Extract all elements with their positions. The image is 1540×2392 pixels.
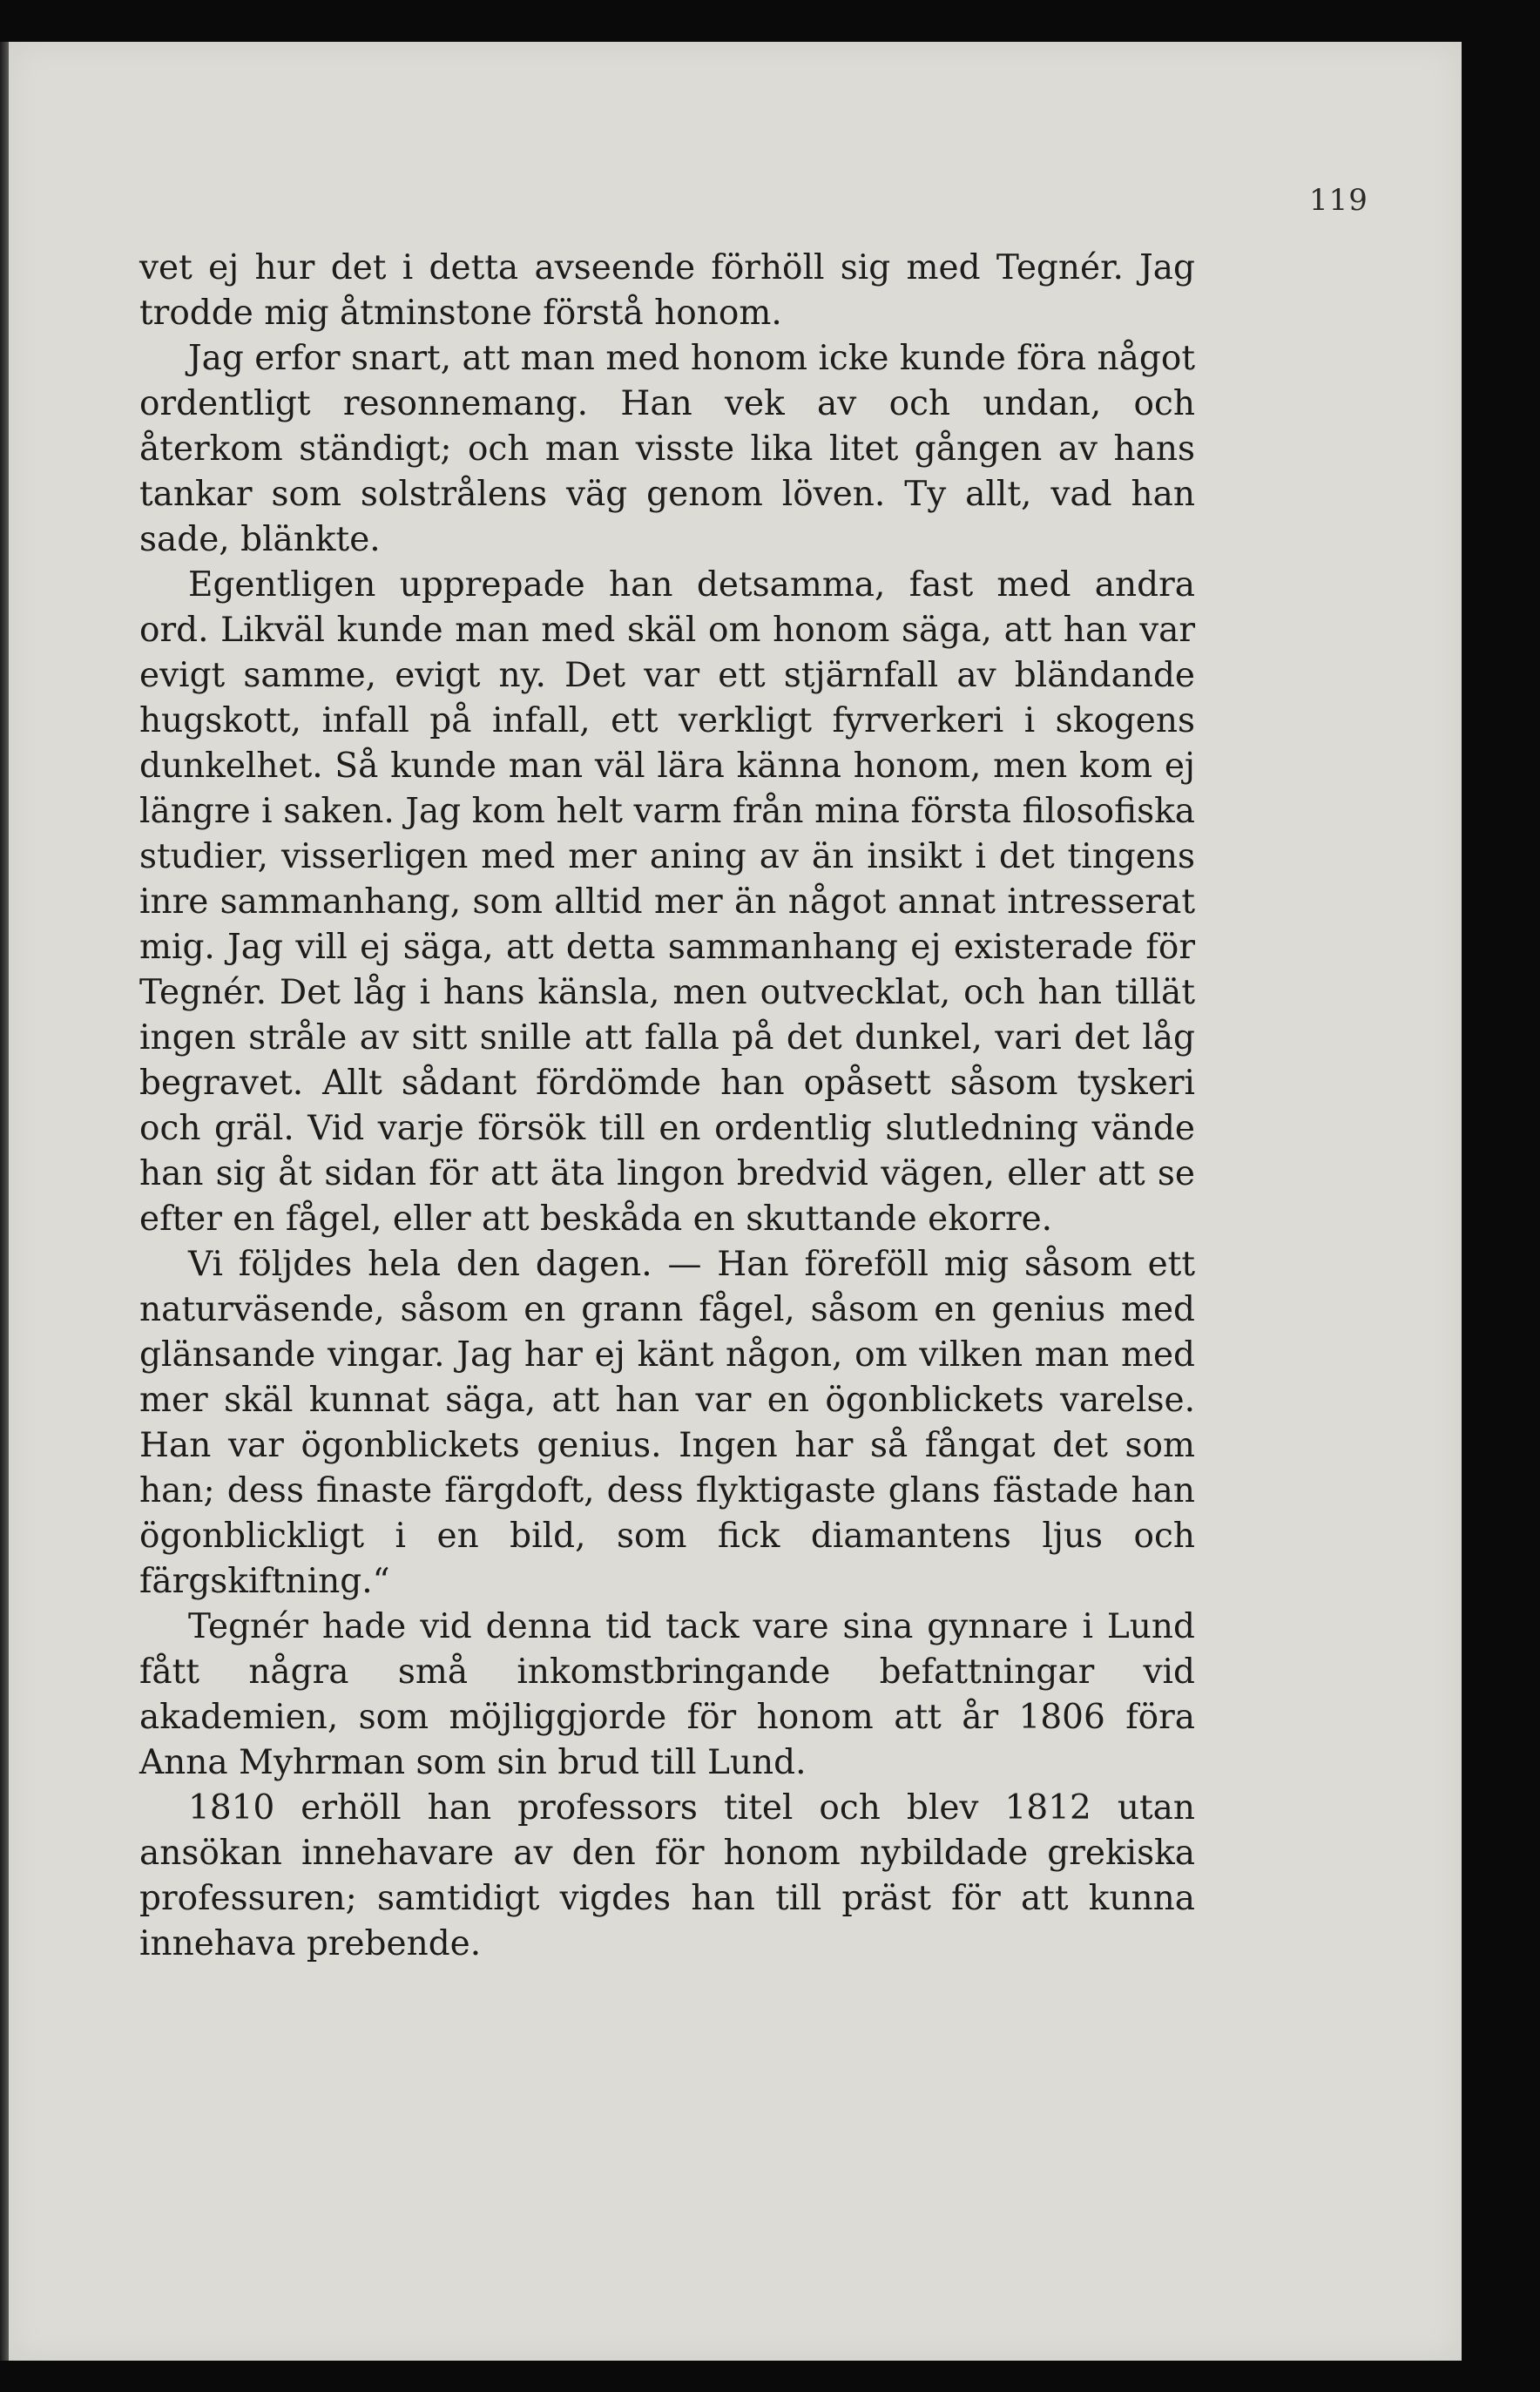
paragraph: Tegnér hade vid denna tid tack vare sina gynnare i Lund fått några små inkomstbringande befattningar vid akademien, som möjliggjorde för honom att år 1806 föra Anna Myhrman som sin brud till Lund.	[139, 1607, 1195, 1782]
paragraph: vet ej hur det i detta avseende förhöll sig med Tegnér. Jag trodde mig åtminstone förstå honom.	[139, 248, 1195, 333]
page-left-edge	[0, 42, 9, 2361]
body-text	[139, 246, 1195, 1967]
paragraph: Egentligen upprepade han detsamma, fast med andra ord. Likväl kunde man med skäl om honom säga, att han var evigt samme, evigt ny. Det var ett stjärnfall av bländande hugskott, infall på infall, ett verkligt fyrverkeri i skogens dunkelhet. Så kunde man väl lära känna honom, men kom ej längre i saken. Jag kom helt varm från mina första filosofiska studier, visserligen med mer aning av än insikt i det tingens inre sammanhang, som alltid mer än något annat intresserat mig. Jag vill ej säga, att detta sammanhang ej existerade för Tegnér. Det låg i hans känsla, men outvecklat, och han tillät ingen stråle av sitt snille att falla på det dunkel, vari det låg begravet. Allt sådant fördömde han opåsett såsom tyskeri och gräl. Vid varje försök till en ordentlig slutledning vände han sig åt sidan för att äta lingon bredvid vägen, eller att se efter en fågel, eller att beskåda en skuttande ekorre.	[139, 565, 1195, 1239]
paragraph: Jag erfor snart, att man med honom icke kunde föra något ordentligt resonnemang. Han vek av och undan, och återkom ständigt; och man visste lika litet gången av hans tankar som solstrålens väg genom löven. Ty allt, vad han sade, blänkte.	[139, 339, 1195, 559]
page-number: 119	[1309, 183, 1368, 218]
paragraph: 1810 erhöll han professors titel och blev 1812 utan ansökan innehavare av den för honom nybildade grekiska professuren; samtidigt vigdes han till präst för att kunna innehava prebende.	[139, 1788, 1195, 1963]
paragraph: Vi följdes hela den dagen. — Han föreföll mig såsom ett naturväsende, såsom en grann fågel, såsom en genius med glänsande vingar. Jag har ej känt någon, om vilken man med mer skäl kunnat säga, att han var en ögonblickets varelse. Han var ögonblickets genius. Ingen har så fångat det som han; dess finaste färgdoft, dess flyktigaste glans fästade han ögonblickligt i en bild, som fick diamantens ljus och färgskiftning.“	[139, 1245, 1195, 1601]
